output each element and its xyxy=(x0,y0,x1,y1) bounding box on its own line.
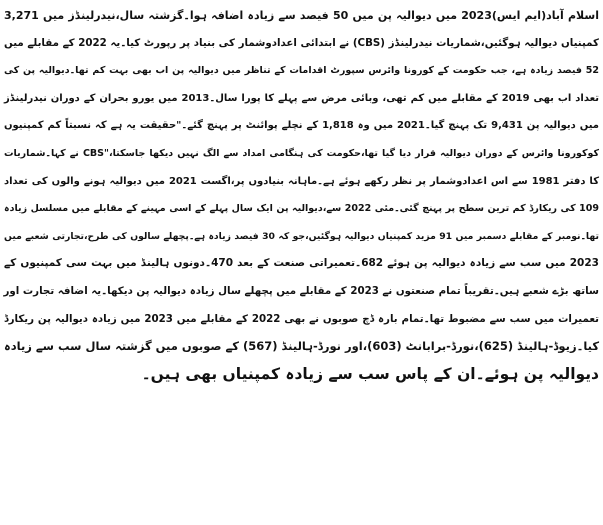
article-line-11: ساتھ بڑے شعبے ہیں۔تقریباً تمام صنعتوں نے 2023 کے مقابلے میں پچھلے سال زیادہ دیوالیہ پن دیکھا۔یہ اضافہ تجارت اور xyxy=(3,284,599,297)
article-line-6: کوکورونا وائرس کے دوران دیوالیہ قرار دیا گیا تھا،حکومت کی ہنگامی امداد سے الگ نہیں دیکھا جاسکتا،"CBS نے کہا۔شماریات xyxy=(4,147,600,159)
article-line-8: 109 کی ریکارڈ کم ترین سطح پر پہنچ گئی۔مئی 2022 سے،دیوالیہ پن ایک سال پہلے کے اسی مہینے کے مقابلے میں مسلسل زیادہ xyxy=(4,203,599,215)
article-line-1: اسلام آباد(ایم ایس)2023 میں دیوالیہ پن میں 50 فیصد سے زیادہ اضافہ ہوا۔گزشتہ سال،نیدرلینڈز میں 3,271 xyxy=(4,9,599,22)
article-line-12: تعمیرات میں سب سے مضبوط تھا۔تمام بارہ ڈچ صوبوں نے بھی 2022 کے مقابلے میں 2023 میں زیادہ دیوالیہ پن ریکارڈ xyxy=(4,312,599,325)
article-line-7: کا دفتر 1981 سے اس اعدادوشمار پر نظر رکھے ہوئے ہے۔ماہانہ بنیادوں پر،اگست 2021 میں دیوالیہ ہونے والوں کی تعداد xyxy=(4,175,600,187)
article-line-14: دیوالیہ پن ہوئے۔ان کے پاس سب سے زیادہ کمپنیاں بھی ہیں۔ xyxy=(141,364,599,383)
article-line-13: کیا۔زیوڈ-ہالینڈ (625)،نورڈ-برابانٹ (603)،اور نورڈ-ہالینڈ (567) کے صوبوں میں گزشتہ سال سب سے زیادہ xyxy=(4,339,600,354)
article-line-9: تھا۔نومبر کے مقابلے دسمبر میں 91 مزید کمپنیاں دیوالیہ ہوگئیں،جو کہ 30 فیصد زیادہ ہے۔پچھلے سالوں کی طرح،تجارتی شعبے میں xyxy=(4,230,599,242)
article-line-3: 52 فیصد زیادہ ہے، جب حکومت کے کورونا وائرس سپورٹ اقدامات کے تناظر میں دیوالیہ پن اب بھی بہت کم تھا۔دیوالیہ پن کی xyxy=(4,65,599,77)
article-line-4: تعداد اب بھی 2019 کے مقابلے میں کم تھی، وبائی مرض سے پہلے کا پورا سال۔2013 میں یورو بحران کے دوران نیدرلینڈز xyxy=(4,92,599,104)
article-line-2: کمپنیاں دیوالیہ ہوگئیں،شماریات نیدرلینڈز (CBS) نے ابتدائی اعدادوشمار کی بنیاد پر رپورٹ کیا۔یہ 2022 کے مقابلے میں xyxy=(4,36,600,49)
article-line-5: میں دیوالیہ پن 9,431 تک پہنچ گیا۔2021 میں وہ 1,818 کے نچلے پوائنٹ پر پہنچ گئے۔"حقیقت یہ ہے کہ نسبتاً کم کمپنیوں xyxy=(4,120,599,132)
article-line-10: 2023 میں سب سے زیادہ دیوالیہ پن ہوئے 682۔تعمیراتی صنعت کے بعد 470۔دونوں ہالینڈ میں بہت سی کمپنیوں کے xyxy=(4,257,599,270)
